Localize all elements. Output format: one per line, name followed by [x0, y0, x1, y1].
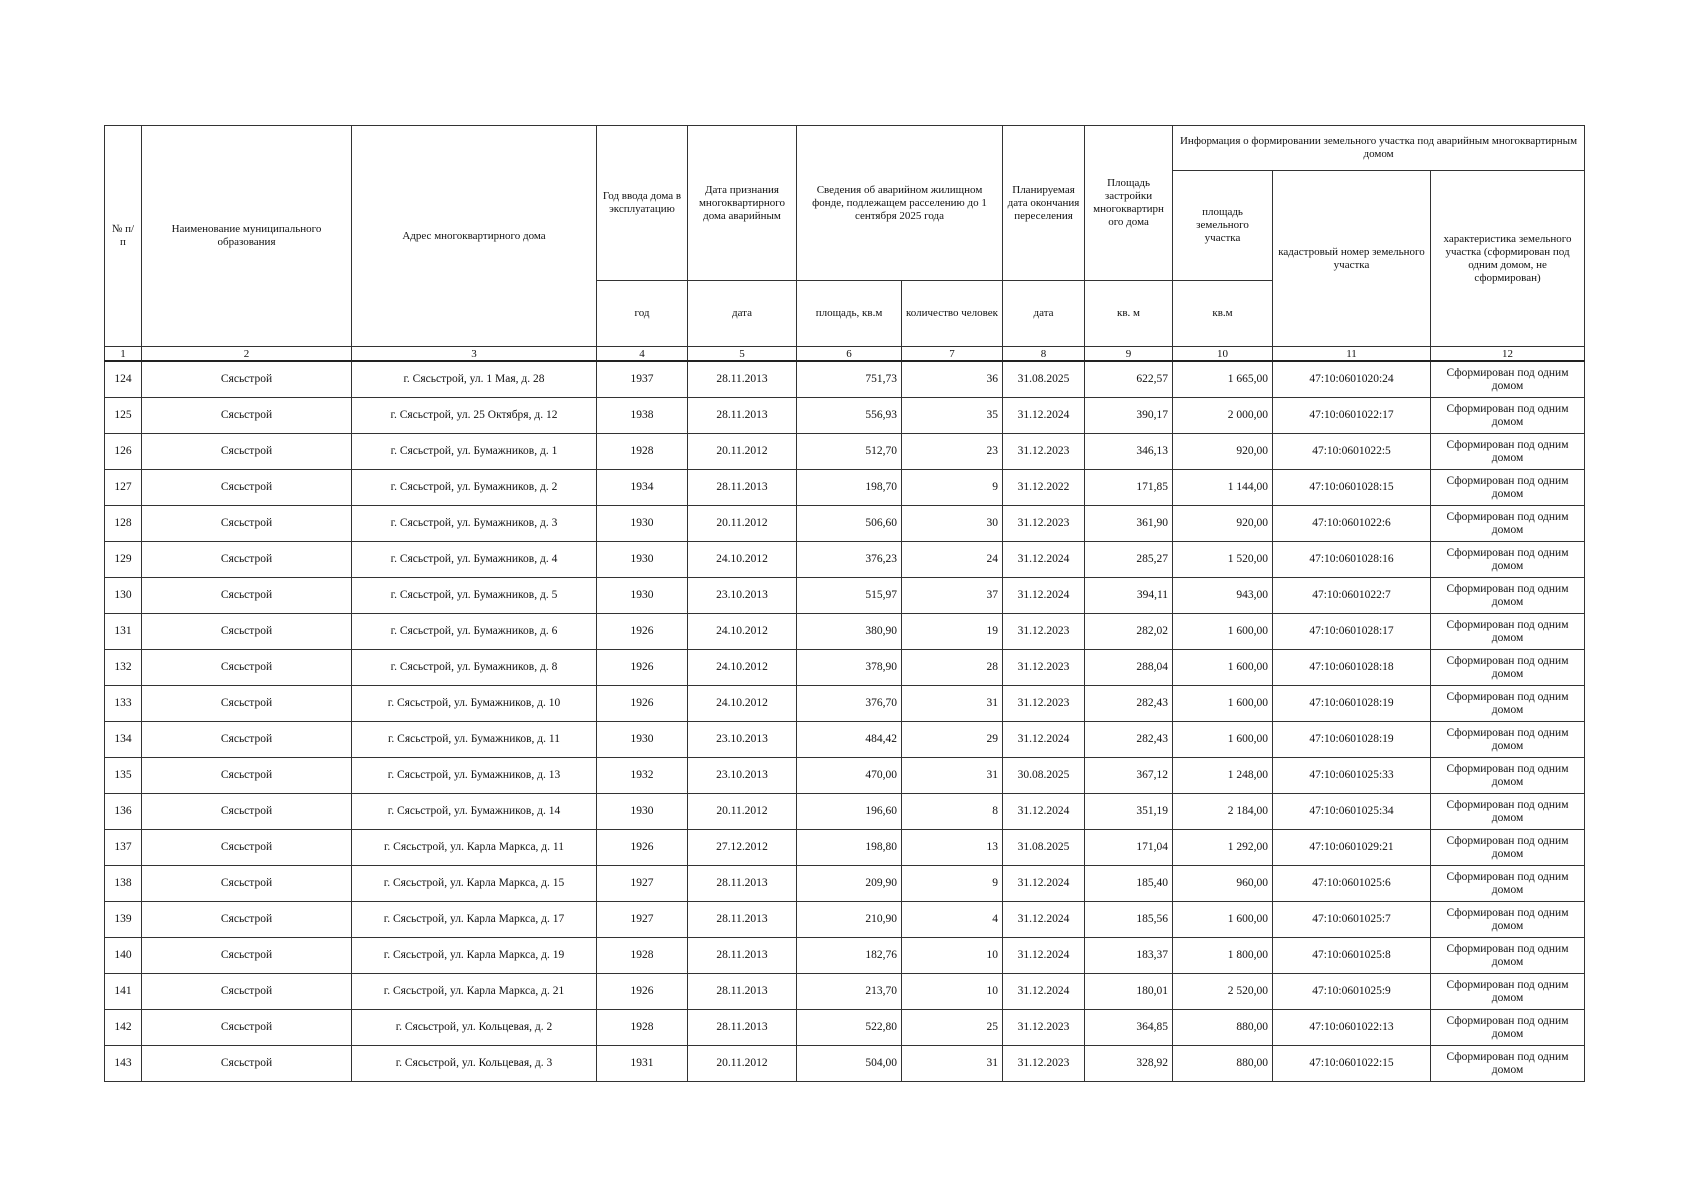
cell-emergency-date: 23.10.2013 — [688, 758, 797, 794]
cell-year-built: 1928 — [597, 938, 688, 974]
cell-built-area: 394,11 — [1085, 578, 1173, 614]
cell-built-area: 351,19 — [1085, 794, 1173, 830]
cell-planned-date: 31.12.2024 — [1003, 866, 1085, 902]
cell-built-area: 288,04 — [1085, 650, 1173, 686]
cell-built-area: 328,92 — [1085, 1046, 1173, 1082]
cell-people: 30 — [902, 506, 1003, 542]
cell-year-built: 1930 — [597, 578, 688, 614]
cell-cadastral-number: 47:10:0601025:8 — [1273, 938, 1431, 974]
cell-built-area: 282,43 — [1085, 686, 1173, 722]
header-cadastral-number: кадастровый номер земельного участка — [1273, 171, 1431, 347]
cell-address: г. Сясьстрой, ул. Карла Маркса, д. 19 — [352, 938, 597, 974]
cell-emergency-date: 28.11.2013 — [688, 866, 797, 902]
cell-municipality: Сясьстрой — [142, 578, 352, 614]
cell-planned-date: 31.12.2024 — [1003, 794, 1085, 830]
cell-address: г. Сясьстрой, ул. Карла Маркса, д. 17 — [352, 902, 597, 938]
cell-row-number: 124 — [105, 361, 142, 398]
column-number: 12 — [1431, 347, 1585, 362]
cell-area: 556,93 — [797, 398, 902, 434]
cell-year-built: 1938 — [597, 398, 688, 434]
cell-built-area: 185,40 — [1085, 866, 1173, 902]
cell-municipality: Сясьстрой — [142, 434, 352, 470]
cell-year-built: 1930 — [597, 794, 688, 830]
table-row — [105, 758, 1585, 794]
cell-people: 29 — [902, 722, 1003, 758]
header-built-area: Площадь застройки многоквартирн ого дома — [1085, 126, 1173, 281]
cell-built-area: 183,37 — [1085, 938, 1173, 974]
cell-area: 751,73 — [797, 361, 902, 398]
cell-emergency-date: 24.10.2012 — [688, 686, 797, 722]
cell-area: 512,70 — [797, 434, 902, 470]
cell-land-area: 2 184,00 — [1173, 794, 1273, 830]
cell-cadastral-number: 47:10:0601028:18 — [1273, 650, 1431, 686]
header-emergency-fund: Сведения об аварийном жилищном фонде, подлежащем расселению до 1 сентября 2025 года — [797, 126, 1003, 281]
cell-people: 28 — [902, 650, 1003, 686]
cell-year-built: 1926 — [597, 650, 688, 686]
cell-address: г. Сясьстрой, ул. Бумажников, д. 10 — [352, 686, 597, 722]
cell-municipality: Сясьстрой — [142, 830, 352, 866]
header-emergency-date: Дата признания многоквартирного дома аварийным — [688, 126, 797, 281]
cell-cadastral-number: 47:10:0601025:6 — [1273, 866, 1431, 902]
cell-land-area: 1 800,00 — [1173, 938, 1273, 974]
cell-area: 380,90 — [797, 614, 902, 650]
cell-planned-date: 31.12.2023 — [1003, 1010, 1085, 1046]
cell-address: г. Сясьстрой, ул. Бумажников, д. 14 — [352, 794, 597, 830]
table-row — [105, 938, 1585, 974]
cell-address: г. Сясьстрой, ул. Бумажников, д. 8 — [352, 650, 597, 686]
cell-emergency-date: 24.10.2012 — [688, 542, 797, 578]
table-header — [105, 126, 1585, 362]
cell-year-built: 1932 — [597, 758, 688, 794]
cell-row-number: 127 — [105, 470, 142, 506]
cell-land-area: 1 600,00 — [1173, 902, 1273, 938]
header-address: Адрес многоквартирного дома — [352, 126, 597, 347]
cell-land-area: 2 520,00 — [1173, 974, 1273, 1010]
cell-row-number: 135 — [105, 758, 142, 794]
column-number: 6 — [797, 347, 902, 362]
cell-municipality: Сясьстрой — [142, 361, 352, 398]
cell-municipality: Сясьстрой — [142, 650, 352, 686]
cell-area: 506,60 — [797, 506, 902, 542]
cell-built-area: 285,27 — [1085, 542, 1173, 578]
cell-built-area: 180,01 — [1085, 974, 1173, 1010]
cell-people: 31 — [902, 1046, 1003, 1082]
cell-year-built: 1930 — [597, 542, 688, 578]
cell-row-number: 139 — [105, 902, 142, 938]
cell-address: г. Сясьстрой, ул. Бумажников, д. 6 — [352, 614, 597, 650]
cell-area: 213,70 — [797, 974, 902, 1010]
cell-land-area: 1 292,00 — [1173, 830, 1273, 866]
cell-planned-date: 31.12.2023 — [1003, 1046, 1085, 1082]
unit-plan-date: дата — [1003, 281, 1085, 347]
column-number-row — [105, 347, 1585, 362]
cell-planned-date: 31.12.2023 — [1003, 614, 1085, 650]
cell-cadastral-number: 47:10:0601022:17 — [1273, 398, 1431, 434]
cell-people: 10 — [902, 974, 1003, 1010]
cell-emergency-date: 24.10.2012 — [688, 650, 797, 686]
cell-planned-date: 31.12.2023 — [1003, 686, 1085, 722]
cell-year-built: 1934 — [597, 470, 688, 506]
cell-address: г. Сясьстрой, ул. 25 Октября, д. 12 — [352, 398, 597, 434]
table-row — [105, 434, 1585, 470]
cell-built-area: 622,57 — [1085, 361, 1173, 398]
table-row — [105, 830, 1585, 866]
cell-emergency-date: 20.11.2012 — [688, 434, 797, 470]
cell-area: 515,97 — [797, 578, 902, 614]
cell-emergency-date: 28.11.2013 — [688, 361, 797, 398]
cell-address: г. Сясьстрой, ул. Карла Маркса, д. 11 — [352, 830, 597, 866]
cell-year-built: 1927 — [597, 866, 688, 902]
cell-row-number: 132 — [105, 650, 142, 686]
cell-planned-date: 31.08.2025 — [1003, 361, 1085, 398]
cell-area: 376,70 — [797, 686, 902, 722]
cell-people: 9 — [902, 866, 1003, 902]
cell-row-number: 128 — [105, 506, 142, 542]
cell-year-built: 1937 — [597, 361, 688, 398]
cell-land-status: Сформирован под одним домом — [1431, 542, 1585, 578]
column-number: 3 — [352, 347, 597, 362]
cell-row-number: 129 — [105, 542, 142, 578]
cell-emergency-date: 28.11.2013 — [688, 1010, 797, 1046]
cell-cadastral-number: 47:10:0601022:13 — [1273, 1010, 1431, 1046]
cell-municipality: Сясьстрой — [142, 866, 352, 902]
cell-year-built: 1928 — [597, 1010, 688, 1046]
header-land-plot-info: Информация о формировании земельного участка под аварийным многоквартирным домом — [1173, 126, 1585, 171]
cell-land-status: Сформирован под одним домом — [1431, 398, 1585, 434]
cell-cadastral-number: 47:10:0601022:5 — [1273, 434, 1431, 470]
cell-year-built: 1931 — [597, 1046, 688, 1082]
cell-land-status: Сформирован под одним домом — [1431, 794, 1585, 830]
table-row — [105, 542, 1585, 578]
header-planned-date: Планируемая дата окончания переселения — [1003, 126, 1085, 281]
cell-land-area: 1 520,00 — [1173, 542, 1273, 578]
cell-land-area: 2 000,00 — [1173, 398, 1273, 434]
cell-emergency-date: 28.11.2013 — [688, 470, 797, 506]
cell-land-status: Сформирован под одним домом — [1431, 722, 1585, 758]
cell-address: г. Сясьстрой, ул. Бумажников, д. 3 — [352, 506, 597, 542]
cell-year-built: 1926 — [597, 614, 688, 650]
table-row — [105, 578, 1585, 614]
cell-planned-date: 31.12.2024 — [1003, 542, 1085, 578]
cell-land-status: Сформирован под одним домом — [1431, 470, 1585, 506]
cell-area: 504,00 — [797, 1046, 902, 1082]
cell-area: 376,23 — [797, 542, 902, 578]
cell-land-area: 920,00 — [1173, 434, 1273, 470]
cell-area: 210,90 — [797, 902, 902, 938]
header-municipality: Наименование муниципального образования — [142, 126, 352, 347]
column-number: 4 — [597, 347, 688, 362]
cell-land-status: Сформирован под одним домом — [1431, 506, 1585, 542]
cell-cadastral-number: 47:10:0601025:34 — [1273, 794, 1431, 830]
cell-built-area: 346,13 — [1085, 434, 1173, 470]
emergency-housing-table — [104, 125, 1585, 1082]
cell-built-area: 171,85 — [1085, 470, 1173, 506]
cell-municipality: Сясьстрой — [142, 794, 352, 830]
cell-built-area: 367,12 — [1085, 758, 1173, 794]
cell-municipality: Сясьстрой — [142, 758, 352, 794]
table-row — [105, 398, 1585, 434]
cell-cadastral-number: 47:10:0601022:6 — [1273, 506, 1431, 542]
cell-land-status: Сформирован под одним домом — [1431, 758, 1585, 794]
cell-cadastral-number: 47:10:0601029:21 — [1273, 830, 1431, 866]
header-row-number: № п/п — [105, 126, 142, 347]
table-row — [105, 794, 1585, 830]
cell-land-status: Сформирован под одним домом — [1431, 650, 1585, 686]
cell-land-area: 1 665,00 — [1173, 361, 1273, 398]
cell-year-built: 1930 — [597, 722, 688, 758]
cell-row-number: 138 — [105, 866, 142, 902]
cell-cadastral-number: 47:10:0601028:15 — [1273, 470, 1431, 506]
cell-row-number: 133 — [105, 686, 142, 722]
cell-land-area: 1 600,00 — [1173, 650, 1273, 686]
cell-row-number: 125 — [105, 398, 142, 434]
cell-area: 209,90 — [797, 866, 902, 902]
cell-land-status: Сформирован под одним домом — [1431, 830, 1585, 866]
cell-emergency-date: 24.10.2012 — [688, 614, 797, 650]
cell-address: г. Сясьстрой, ул. Бумажников, д. 1 — [352, 434, 597, 470]
cell-land-area: 960,00 — [1173, 866, 1273, 902]
cell-municipality: Сясьстрой — [142, 722, 352, 758]
cell-address: г. Сясьстрой, ул. Бумажников, д. 13 — [352, 758, 597, 794]
cell-row-number: 126 — [105, 434, 142, 470]
cell-row-number: 141 — [105, 974, 142, 1010]
cell-emergency-date: 20.11.2012 — [688, 506, 797, 542]
cell-row-number: 136 — [105, 794, 142, 830]
cell-municipality: Сясьстрой — [142, 1046, 352, 1082]
cell-row-number: 142 — [105, 1010, 142, 1046]
cell-planned-date: 31.12.2023 — [1003, 434, 1085, 470]
cell-built-area: 171,04 — [1085, 830, 1173, 866]
cell-land-status: Сформирован под одним домом — [1431, 686, 1585, 722]
cell-planned-date: 31.12.2024 — [1003, 398, 1085, 434]
table-row — [105, 614, 1585, 650]
cell-emergency-date: 23.10.2013 — [688, 578, 797, 614]
cell-emergency-date: 27.12.2012 — [688, 830, 797, 866]
cell-year-built: 1927 — [597, 902, 688, 938]
table-row — [105, 1010, 1585, 1046]
cell-planned-date: 31.12.2024 — [1003, 722, 1085, 758]
cell-emergency-date: 28.11.2013 — [688, 902, 797, 938]
cell-cadastral-number: 47:10:0601020:24 — [1273, 361, 1431, 398]
cell-built-area: 282,02 — [1085, 614, 1173, 650]
cell-people: 19 — [902, 614, 1003, 650]
header-year-built: Год ввода дома в эксплуатацию — [597, 126, 688, 281]
column-number: 2 — [142, 347, 352, 362]
cell-land-status: Сформирован под одним домом — [1431, 938, 1585, 974]
cell-land-status: Сформирован под одним домом — [1431, 434, 1585, 470]
cell-planned-date: 31.12.2022 — [1003, 470, 1085, 506]
cell-built-area: 390,17 — [1085, 398, 1173, 434]
cell-address: г. Сясьстрой, ул. Бумажников, д. 5 — [352, 578, 597, 614]
cell-area: 196,60 — [797, 794, 902, 830]
column-number: 5 — [688, 347, 797, 362]
cell-municipality: Сясьстрой — [142, 974, 352, 1010]
cell-municipality: Сясьстрой — [142, 614, 352, 650]
cell-cadastral-number: 47:10:0601025:9 — [1273, 974, 1431, 1010]
document-sheet — [104, 125, 1584, 1082]
table-row — [105, 470, 1585, 506]
table-row — [105, 902, 1585, 938]
cell-cadastral-number: 47:10:0601028:19 — [1273, 686, 1431, 722]
cell-municipality: Сясьстрой — [142, 470, 352, 506]
column-number: 11 — [1273, 347, 1431, 362]
unit-land-sqm: кв.м — [1173, 281, 1273, 347]
cell-planned-date: 31.12.2023 — [1003, 650, 1085, 686]
cell-cadastral-number: 47:10:0601028:19 — [1273, 722, 1431, 758]
cell-area: 182,76 — [797, 938, 902, 974]
cell-land-status: Сформирован под одним домом — [1431, 1046, 1585, 1082]
cell-municipality: Сясьстрой — [142, 938, 352, 974]
cell-people: 36 — [902, 361, 1003, 398]
cell-people: 31 — [902, 758, 1003, 794]
cell-row-number: 131 — [105, 614, 142, 650]
cell-emergency-date: 28.11.2013 — [688, 398, 797, 434]
cell-address: г. Сясьстрой, ул. 1 Мая, д. 28 — [352, 361, 597, 398]
table-row — [105, 974, 1585, 1010]
cell-emergency-date: 28.11.2013 — [688, 938, 797, 974]
table-body — [105, 361, 1585, 1082]
cell-people: 31 — [902, 686, 1003, 722]
cell-built-area: 282,43 — [1085, 722, 1173, 758]
cell-land-area: 880,00 — [1173, 1046, 1273, 1082]
header-land-status: характеристика земельного участка (сформирован под одним домом, не сформирован) — [1431, 171, 1585, 347]
cell-planned-date: 31.12.2024 — [1003, 974, 1085, 1010]
cell-people: 35 — [902, 398, 1003, 434]
table-row — [105, 506, 1585, 542]
table-row — [105, 686, 1585, 722]
cell-people: 8 — [902, 794, 1003, 830]
unit-area-sqm: площадь, кв.м — [797, 281, 902, 347]
cell-land-status: Сформирован под одним домом — [1431, 614, 1585, 650]
cell-land-area: 1 600,00 — [1173, 722, 1273, 758]
cell-municipality: Сясьстрой — [142, 686, 352, 722]
column-number: 1 — [105, 347, 142, 362]
cell-planned-date: 31.12.2024 — [1003, 938, 1085, 974]
header-land-area: площадь земельного участка — [1173, 171, 1273, 281]
cell-area: 522,80 — [797, 1010, 902, 1046]
cell-row-number: 134 — [105, 722, 142, 758]
cell-land-area: 1 600,00 — [1173, 614, 1273, 650]
cell-year-built: 1926 — [597, 974, 688, 1010]
column-number: 10 — [1173, 347, 1273, 362]
cell-planned-date: 31.12.2024 — [1003, 902, 1085, 938]
cell-cadastral-number: 47:10:0601028:17 — [1273, 614, 1431, 650]
table-row — [105, 722, 1585, 758]
cell-address: г. Сясьстрой, ул. Бумажников, д. 4 — [352, 542, 597, 578]
cell-land-area: 1 248,00 — [1173, 758, 1273, 794]
cell-address: г. Сясьстрой, ул. Кольцевая, д. 3 — [352, 1046, 597, 1082]
cell-emergency-date: 28.11.2013 — [688, 974, 797, 1010]
cell-built-area: 361,90 — [1085, 506, 1173, 542]
cell-cadastral-number: 47:10:0601022:7 — [1273, 578, 1431, 614]
cell-planned-date: 31.12.2023 — [1003, 506, 1085, 542]
unit-date: дата — [688, 281, 797, 347]
cell-people: 9 — [902, 470, 1003, 506]
cell-area: 198,70 — [797, 470, 902, 506]
cell-year-built: 1926 — [597, 830, 688, 866]
cell-area: 470,00 — [797, 758, 902, 794]
cell-municipality: Сясьстрой — [142, 398, 352, 434]
cell-cadastral-number: 47:10:0601025:7 — [1273, 902, 1431, 938]
cell-area: 484,42 — [797, 722, 902, 758]
unit-year: год — [597, 281, 688, 347]
cell-address: г. Сясьстрой, ул. Бумажников, д. 2 — [352, 470, 597, 506]
cell-year-built: 1926 — [597, 686, 688, 722]
cell-people: 10 — [902, 938, 1003, 974]
column-number: 7 — [902, 347, 1003, 362]
cell-people: 25 — [902, 1010, 1003, 1046]
cell-land-area: 880,00 — [1173, 1010, 1273, 1046]
cell-land-status: Сформирован под одним домом — [1431, 361, 1585, 398]
cell-area: 198,80 — [797, 830, 902, 866]
cell-row-number: 137 — [105, 830, 142, 866]
cell-emergency-date: 20.11.2012 — [688, 794, 797, 830]
cell-year-built: 1930 — [597, 506, 688, 542]
cell-people: 13 — [902, 830, 1003, 866]
cell-area: 378,90 — [797, 650, 902, 686]
cell-row-number: 140 — [105, 938, 142, 974]
cell-cadastral-number: 47:10:0601028:16 — [1273, 542, 1431, 578]
column-number: 9 — [1085, 347, 1173, 362]
cell-land-area: 1 600,00 — [1173, 686, 1273, 722]
cell-land-area: 1 144,00 — [1173, 470, 1273, 506]
cell-land-area: 943,00 — [1173, 578, 1273, 614]
cell-land-area: 920,00 — [1173, 506, 1273, 542]
cell-built-area: 185,56 — [1085, 902, 1173, 938]
cell-emergency-date: 23.10.2013 — [688, 722, 797, 758]
cell-emergency-date: 20.11.2012 — [688, 1046, 797, 1082]
cell-address: г. Сясьстрой, ул. Карла Маркса, д. 15 — [352, 866, 597, 902]
cell-planned-date: 31.12.2024 — [1003, 578, 1085, 614]
unit-people-count: количество человек — [902, 281, 1003, 347]
cell-cadastral-number: 47:10:0601025:33 — [1273, 758, 1431, 794]
table-row — [105, 361, 1585, 398]
cell-year-built: 1928 — [597, 434, 688, 470]
unit-built-sqm: кв. м — [1085, 281, 1173, 347]
cell-planned-date: 31.08.2025 — [1003, 830, 1085, 866]
cell-municipality: Сясьстрой — [142, 506, 352, 542]
cell-cadastral-number: 47:10:0601022:15 — [1273, 1046, 1431, 1082]
cell-people: 23 — [902, 434, 1003, 470]
cell-planned-date: 30.08.2025 — [1003, 758, 1085, 794]
cell-land-status: Сформирован под одним домом — [1431, 578, 1585, 614]
table-row — [105, 866, 1585, 902]
cell-address: г. Сясьстрой, ул. Бумажников, д. 11 — [352, 722, 597, 758]
cell-row-number: 143 — [105, 1046, 142, 1082]
table-row — [105, 1046, 1585, 1082]
cell-people: 24 — [902, 542, 1003, 578]
cell-municipality: Сясьстрой — [142, 902, 352, 938]
cell-land-status: Сформирован под одним домом — [1431, 902, 1585, 938]
cell-address: г. Сясьстрой, ул. Кольцевая, д. 2 — [352, 1010, 597, 1046]
cell-municipality: Сясьстрой — [142, 1010, 352, 1046]
cell-land-status: Сформирован под одним домом — [1431, 974, 1585, 1010]
cell-row-number: 130 — [105, 578, 142, 614]
cell-people: 4 — [902, 902, 1003, 938]
cell-land-status: Сформирован под одним домом — [1431, 1010, 1585, 1046]
table-row — [105, 650, 1585, 686]
cell-address: г. Сясьстрой, ул. Карла Маркса, д. 21 — [352, 974, 597, 1010]
cell-built-area: 364,85 — [1085, 1010, 1173, 1046]
cell-municipality: Сясьстрой — [142, 542, 352, 578]
column-number: 8 — [1003, 347, 1085, 362]
cell-people: 37 — [902, 578, 1003, 614]
cell-land-status: Сформирован под одним домом — [1431, 866, 1585, 902]
